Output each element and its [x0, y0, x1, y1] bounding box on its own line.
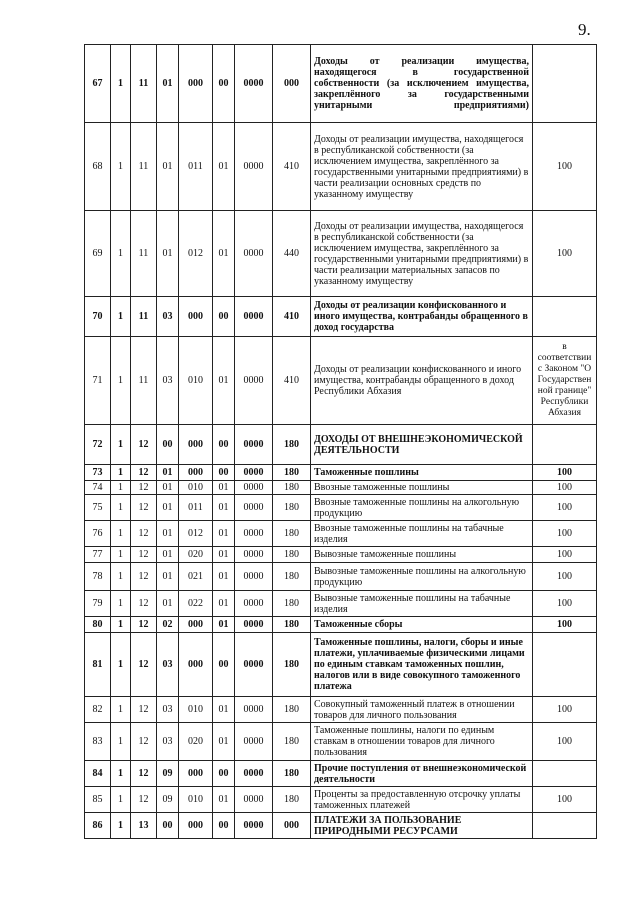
- code-economic: 180: [273, 425, 311, 465]
- code-subgroup: 00: [157, 425, 179, 465]
- code-subarticle: 00: [213, 761, 235, 787]
- income-description: Прочие поступления от внешнеэкономической деятельности: [311, 761, 533, 787]
- code-admin: 1: [111, 761, 131, 787]
- row-number: 76: [85, 521, 111, 547]
- code-subgroup: 01: [157, 591, 179, 617]
- code-subarticle: 01: [213, 495, 235, 521]
- code-article: 000: [179, 761, 213, 787]
- row-number: 74: [85, 481, 111, 495]
- income-description: Доходы от реализации конфискованного и иного имущества, контрабанды обращенного в доход Республики Абхазия: [311, 337, 533, 425]
- code-group: 12: [131, 465, 157, 481]
- code-subarticle: 01: [213, 591, 235, 617]
- code-article: 000: [179, 45, 213, 123]
- row-number: 82: [85, 697, 111, 723]
- norm-percent: 100: [533, 563, 597, 591]
- code-article: 021: [179, 563, 213, 591]
- norm-percent: 100: [533, 547, 597, 563]
- code-subarticle: 01: [213, 521, 235, 547]
- code-admin: 1: [111, 465, 131, 481]
- code-admin: 1: [111, 723, 131, 761]
- code-program: 0000: [235, 465, 273, 481]
- table-row: [85, 297, 597, 337]
- code-economic: 180: [273, 563, 311, 591]
- code-economic: 180: [273, 761, 311, 787]
- code-admin: 1: [111, 481, 131, 495]
- code-subgroup: 01: [157, 521, 179, 547]
- code-program: 0000: [235, 123, 273, 211]
- code-subarticle: 01: [213, 617, 235, 633]
- code-subarticle: 00: [213, 425, 235, 465]
- row-number: 70: [85, 297, 111, 337]
- code-subarticle: 01: [213, 211, 235, 297]
- income-description: Доходы от реализации конфискованного и иного имущества, контрабанды обращенного в доход государства: [311, 297, 533, 337]
- row-number: 81: [85, 633, 111, 697]
- code-group: 12: [131, 591, 157, 617]
- code-subgroup: 09: [157, 787, 179, 813]
- table-row: [85, 481, 597, 495]
- norm-percent: [533, 297, 597, 337]
- code-program: 0000: [235, 521, 273, 547]
- table-row: [85, 547, 597, 563]
- code-article: 000: [179, 813, 213, 839]
- code-article: 022: [179, 591, 213, 617]
- norm-percent: [533, 633, 597, 697]
- code-group: 11: [131, 123, 157, 211]
- code-subarticle: 01: [213, 787, 235, 813]
- income-description: Доходы от реализации имущества, находящегося в республиканской собственности (за исключением имущества, закреплённого за государственными унитарными предприятиями) в части реализации материальных запасов по указанному имуществу: [311, 211, 533, 297]
- code-group: 11: [131, 211, 157, 297]
- code-economic: 180: [273, 547, 311, 563]
- code-admin: 1: [111, 123, 131, 211]
- income-description: ПЛАТЕЖИ ЗА ПОЛЬЗОВАНИЕ ПРИРОДНЫМИ РЕСУРСАМИ: [311, 813, 533, 839]
- code-subarticle: 01: [213, 123, 235, 211]
- code-admin: 1: [111, 591, 131, 617]
- row-number: 67: [85, 45, 111, 123]
- row-number: 84: [85, 761, 111, 787]
- income-description: Доходы от реализации имущества, находящегося в республиканской собственности (за исключением имущества, закреплённого за государственными унитарными предприятиями) в части реализации основных средств по указанному имуществу: [311, 123, 533, 211]
- row-number: 77: [85, 547, 111, 563]
- code-program: 0000: [235, 633, 273, 697]
- table-row: [85, 563, 597, 591]
- code-article: 000: [179, 617, 213, 633]
- code-article: 010: [179, 481, 213, 495]
- code-group: 12: [131, 521, 157, 547]
- code-program: 0000: [235, 761, 273, 787]
- code-group: 12: [131, 723, 157, 761]
- norm-percent: 100: [533, 521, 597, 547]
- code-economic: 180: [273, 633, 311, 697]
- code-program: 0000: [235, 787, 273, 813]
- code-article: 010: [179, 787, 213, 813]
- norm-percent: 100: [533, 591, 597, 617]
- row-number: 68: [85, 123, 111, 211]
- code-subgroup: 01: [157, 211, 179, 297]
- norm-percent: 100: [533, 495, 597, 521]
- code-economic: 180: [273, 787, 311, 813]
- code-program: 0000: [235, 481, 273, 495]
- income-description: Вывозные таможенные пошлины: [311, 547, 533, 563]
- table-row: [85, 617, 597, 633]
- norm-percent: [533, 425, 597, 465]
- code-group: 11: [131, 45, 157, 123]
- code-admin: 1: [111, 787, 131, 813]
- code-admin: 1: [111, 547, 131, 563]
- income-description: Таможенные сборы: [311, 617, 533, 633]
- income-description: Вывозные таможенные пошлины на алкогольную продукцию: [311, 563, 533, 591]
- code-economic: 000: [273, 45, 311, 123]
- income-description: Совокупный таможенный платеж в отношении товаров для личного пользования: [311, 697, 533, 723]
- row-number: 73: [85, 465, 111, 481]
- code-program: 0000: [235, 697, 273, 723]
- code-subgroup: 01: [157, 563, 179, 591]
- code-program: 0000: [235, 591, 273, 617]
- code-group: 12: [131, 761, 157, 787]
- code-admin: 1: [111, 617, 131, 633]
- norm-percent: 100: [533, 697, 597, 723]
- code-article: 010: [179, 337, 213, 425]
- code-article: 012: [179, 211, 213, 297]
- code-subgroup: 03: [157, 633, 179, 697]
- income-description: Таможенные пошлины, налоги, сборы и иные платежи, уплачиваемые физическими лицами по единым ставкам таможенных пошлин, налогов или в виде совокупного таможенного платежа: [311, 633, 533, 697]
- code-group: 12: [131, 495, 157, 521]
- code-subarticle: 00: [213, 297, 235, 337]
- table-row: [85, 723, 597, 761]
- row-number: 78: [85, 563, 111, 591]
- row-number: 72: [85, 425, 111, 465]
- code-economic: 000: [273, 813, 311, 839]
- code-economic: 180: [273, 481, 311, 495]
- code-economic: 180: [273, 723, 311, 761]
- norm-percent: 100: [533, 211, 597, 297]
- table-row: [85, 697, 597, 723]
- norm-percent: в соответствии с Законом "О Государствен ной границе" Республики Абхазия: [533, 337, 597, 425]
- table-row: [85, 495, 597, 521]
- code-subgroup: 01: [157, 495, 179, 521]
- code-article: 011: [179, 123, 213, 211]
- code-subarticle: 01: [213, 337, 235, 425]
- code-subarticle: 00: [213, 813, 235, 839]
- code-subgroup: 09: [157, 761, 179, 787]
- income-description: Таможенные пошлины: [311, 465, 533, 481]
- norm-percent: 100: [533, 123, 597, 211]
- row-number: 79: [85, 591, 111, 617]
- income-description: Ввозные таможенные пошлины: [311, 481, 533, 495]
- code-program: 0000: [235, 723, 273, 761]
- code-article: 000: [179, 425, 213, 465]
- code-admin: 1: [111, 697, 131, 723]
- budget-classification-table: [84, 44, 597, 839]
- income-description: Таможенные пошлины, налоги по единым ставкам в отношении товаров для личного пользования: [311, 723, 533, 761]
- code-article: 010: [179, 697, 213, 723]
- code-admin: 1: [111, 337, 131, 425]
- code-subgroup: 01: [157, 547, 179, 563]
- code-subgroup: 01: [157, 123, 179, 211]
- table-row: [85, 633, 597, 697]
- code-group: 12: [131, 697, 157, 723]
- code-economic: 180: [273, 697, 311, 723]
- code-subarticle: 01: [213, 697, 235, 723]
- code-program: 0000: [235, 425, 273, 465]
- code-economic: 180: [273, 521, 311, 547]
- code-group: 12: [131, 547, 157, 563]
- code-program: 0000: [235, 495, 273, 521]
- code-group: 12: [131, 563, 157, 591]
- income-description: Ввозные таможенные пошлины на табачные изделия: [311, 521, 533, 547]
- norm-percent: 100: [533, 787, 597, 813]
- code-program: 0000: [235, 617, 273, 633]
- code-subgroup: 03: [157, 697, 179, 723]
- code-group: 12: [131, 481, 157, 495]
- code-subarticle: 01: [213, 547, 235, 563]
- norm-percent: 100: [533, 481, 597, 495]
- code-group: 12: [131, 617, 157, 633]
- code-subgroup: 01: [157, 481, 179, 495]
- code-subarticle: 01: [213, 563, 235, 591]
- code-subarticle: 00: [213, 465, 235, 481]
- code-program: 0000: [235, 211, 273, 297]
- code-article: 000: [179, 297, 213, 337]
- table-row: [85, 591, 597, 617]
- code-subgroup: 01: [157, 465, 179, 481]
- code-admin: 1: [111, 563, 131, 591]
- code-admin: 1: [111, 495, 131, 521]
- code-group: 11: [131, 337, 157, 425]
- code-subarticle: 00: [213, 45, 235, 123]
- code-economic: 410: [273, 123, 311, 211]
- table-row: [85, 425, 597, 465]
- code-program: 0000: [235, 45, 273, 123]
- code-subarticle: 01: [213, 723, 235, 761]
- norm-percent: 100: [533, 723, 597, 761]
- code-subarticle: 00: [213, 633, 235, 697]
- code-program: 0000: [235, 297, 273, 337]
- code-article: 012: [179, 521, 213, 547]
- table-row: [85, 761, 597, 787]
- norm-percent: 100: [533, 465, 597, 481]
- code-subgroup: 03: [157, 723, 179, 761]
- table-row: [85, 45, 597, 123]
- code-program: 0000: [235, 337, 273, 425]
- table-row: [85, 787, 597, 813]
- table-row: [85, 211, 597, 297]
- table-row: [85, 813, 597, 839]
- code-subgroup: 03: [157, 297, 179, 337]
- code-article: 000: [179, 465, 213, 481]
- code-article: 011: [179, 495, 213, 521]
- norm-percent: [533, 813, 597, 839]
- code-economic: 410: [273, 337, 311, 425]
- code-program: 0000: [235, 563, 273, 591]
- row-number: 83: [85, 723, 111, 761]
- row-number: 71: [85, 337, 111, 425]
- code-subarticle: 01: [213, 481, 235, 495]
- table-row: [85, 465, 597, 481]
- code-article: 020: [179, 547, 213, 563]
- table-row: [85, 337, 597, 425]
- row-number: 69: [85, 211, 111, 297]
- code-subgroup: 00: [157, 813, 179, 839]
- code-admin: 1: [111, 633, 131, 697]
- code-subgroup: 02: [157, 617, 179, 633]
- code-economic: 180: [273, 591, 311, 617]
- income-description: ДОХОДЫ ОТ ВНЕШНЕЭКОНОМИЧЕСКОЙ ДЕЯТЕЛЬНОСТИ: [311, 425, 533, 465]
- code-economic: 410: [273, 297, 311, 337]
- code-admin: 1: [111, 521, 131, 547]
- code-program: 0000: [235, 813, 273, 839]
- row-number: 80: [85, 617, 111, 633]
- code-admin: 1: [111, 211, 131, 297]
- code-group: 13: [131, 813, 157, 839]
- row-number: 85: [85, 787, 111, 813]
- table-row: [85, 521, 597, 547]
- code-article: 020: [179, 723, 213, 761]
- code-admin: 1: [111, 297, 131, 337]
- code-article: 000: [179, 633, 213, 697]
- code-admin: 1: [111, 45, 131, 123]
- code-economic: 180: [273, 495, 311, 521]
- norm-percent: [533, 45, 597, 123]
- page-number: 9.: [578, 20, 591, 39]
- code-group: 12: [131, 633, 157, 697]
- code-admin: 1: [111, 425, 131, 465]
- code-group: 11: [131, 297, 157, 337]
- income-description: Доходы от реализации имущества, находящегося в государственной собственности (за исключением имущества, закреплённого за государственными унитарными предприятиями): [311, 45, 533, 123]
- code-program: 0000: [235, 547, 273, 563]
- norm-percent: [533, 761, 597, 787]
- income-description: Проценты за предоставленную отсрочку уплаты таможенных платежей: [311, 787, 533, 813]
- income-description: Вывозные таможенные пошлины на табачные изделия: [311, 591, 533, 617]
- norm-percent: 100: [533, 617, 597, 633]
- code-subgroup: 01: [157, 45, 179, 123]
- row-number: 75: [85, 495, 111, 521]
- code-admin: 1: [111, 813, 131, 839]
- code-group: 12: [131, 787, 157, 813]
- code-economic: 180: [273, 465, 311, 481]
- table-row: [85, 123, 597, 211]
- row-number: 86: [85, 813, 111, 839]
- code-economic: 180: [273, 617, 311, 633]
- code-economic: 440: [273, 211, 311, 297]
- code-subgroup: 03: [157, 337, 179, 425]
- income-description: Ввозные таможенные пошлины на алкогольную продукцию: [311, 495, 533, 521]
- code-group: 12: [131, 425, 157, 465]
